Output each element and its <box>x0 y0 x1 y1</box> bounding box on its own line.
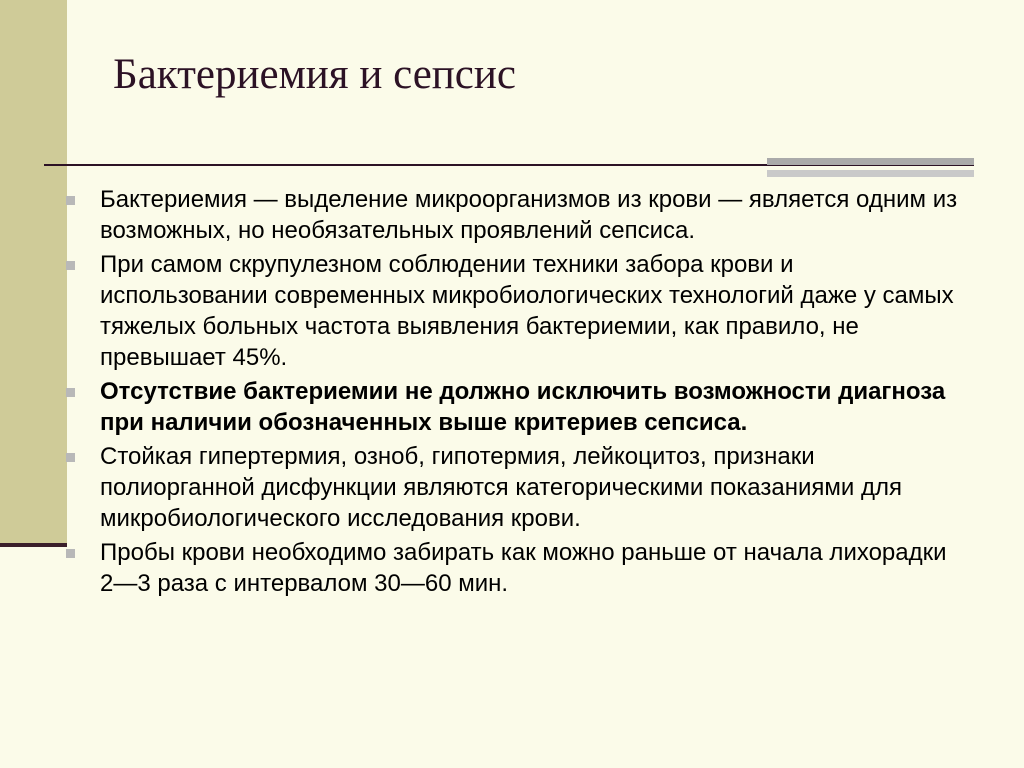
title-accent-bars <box>767 158 974 180</box>
bullet-item <box>66 376 966 438</box>
bullet-item <box>66 249 966 373</box>
left-band-rule <box>0 543 67 547</box>
bullet-text: Стойкая гипертермия, озноб, гипотермия, лейкоцитоз, признаки полиорганной дисфункции являются категорическими показаниями для микробиологического исследования крови. <box>100 443 902 532</box>
square-bullet-icon <box>66 549 75 558</box>
square-bullet-icon <box>66 388 75 397</box>
bullet-item <box>66 441 966 534</box>
bullet-list <box>66 184 966 602</box>
bullet-item <box>66 537 966 599</box>
bullet-item <box>66 184 966 246</box>
bullet-text: Отсутствие бактериемии не должно исключить возможности диагноза при наличии обозначенных выше критериев сепсиса. <box>100 378 946 436</box>
bullet-text: При самом скрупулезном соблюдении техники забора крови и использовании современных микробиологических технологий даже у самых тяжелых больных частота выявления бактериемии, как правило, не превышает 45%. <box>100 251 954 371</box>
accent-bar-upper <box>767 158 974 165</box>
square-bullet-icon <box>66 196 75 205</box>
accent-bar-lower <box>767 170 974 177</box>
square-bullet-icon <box>66 261 75 270</box>
left-decorative-band <box>0 0 67 545</box>
square-bullet-icon <box>66 453 75 462</box>
slide-title: Бактериемия и сепсис <box>113 51 516 98</box>
bullet-text: Бактериемия — выделение микроорганизмов из крови — является одним из возможных, но необязательных проявлений сепсиса. <box>100 186 958 244</box>
bullet-text: Пробы крови необходимо забирать как можно раньше от начала лихорадки 2—3 раза с интервалом 30—60 мин. <box>100 539 947 597</box>
